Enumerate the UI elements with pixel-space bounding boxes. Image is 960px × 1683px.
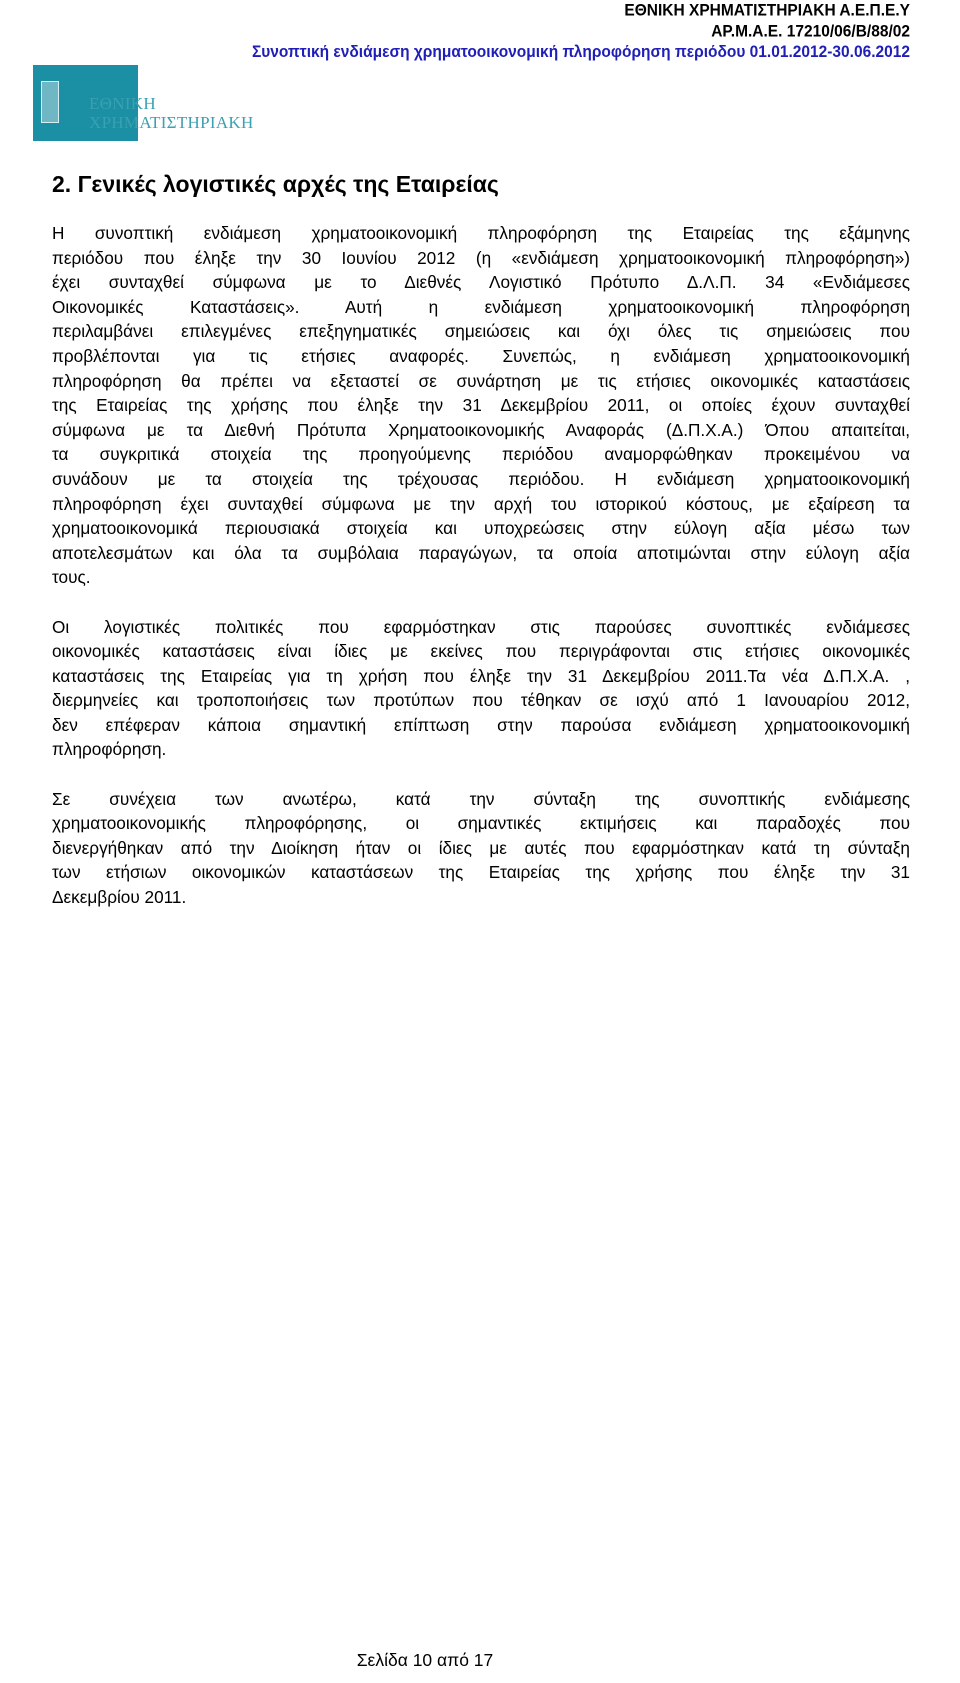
text-line: σύμφωνα με τα Διεθνή Πρότυπα Χρηματοοικονομικής Αναφοράς (Δ.Π.Χ.Α.) Όπου απαιτείται, [52, 419, 910, 440]
text-line: αποτελεσμάτων και όλα τα συμβόλαια παραγώγων, τα οποία αποτιμώνται στην εύλογη αξία [52, 542, 910, 563]
paragraph [52, 615, 910, 763]
text-line: δεν επέφεραν κάποια σημαντική επίπτωση στην παρούσα ενδιάμεση χρηματοοικονομική [52, 714, 910, 735]
text-line: χρηματοοικονομικά περιουσιακά στοιχεία και υποχρεώσεις στην εύλογη αξία μέσω των [52, 518, 910, 539]
text-line: πληροφόρηση. [52, 739, 167, 760]
paragraph [52, 221, 910, 590]
text-line: πληροφόρηση έχει συνταχθεί σύμφωνα με την αρχή του ιστορικού κόστους, με εξαίρεση τα [52, 493, 910, 514]
text-line: Σε συνέχεια των ανωτέρω, κατά την σύνταξη της συνοπτικής ενδιάμεσης [52, 788, 910, 809]
text-line: Οι λογιστικές πολιτικές που εφαρμόστηκαν στις παρούσες συνοπτικές ενδιάμεσες [52, 616, 910, 637]
document-body [52, 221, 910, 934]
company-name: ΕΘΝΙΚΗ ΧΡΗΜΑΤΙΣΤΗΡΙΑΚΗ Α.Ε.Π.Ε.Υ [624, 1, 910, 20]
text-line: των ετήσιων οικονομικών καταστάσεων της Εταιρείας της χρήσης που έληξε την 31 [52, 862, 910, 883]
text-line: διενεργήθηκαν από την Διοίκηση ήταν οι ίδιες με αυτές που εφαρμόστηκαν κατά τη σύνταξη [52, 837, 910, 858]
logo-text [56, 94, 254, 132]
logo-line-2: ΧΡΗΜΑΤΙΣΤΗΡΙΑΚΗ [89, 113, 254, 132]
text-line: Η συνοπτική ενδιάμεση χρηματοοικονομική πληροφόρηση της Εταιρείας της εξάμηνης [52, 223, 910, 243]
text-line: περιλαμβάνει επιλεγμένες επεξηγηματικές σημειώσεις και όχι όλες τις σημειώσεις που [52, 321, 910, 342]
text-line: χρηματοοικονομικής πληροφόρησης, οι σημαντικές εκτιμήσεις και παραδοχές που [52, 813, 910, 834]
paragraph [52, 787, 910, 910]
text-line: τους. [52, 567, 91, 588]
text-line: έχει συνταχθεί σύμφωνα με το Διεθνές Λογιστικό Πρότυπο Δ.Λ.Π. 34 «Ενδιάμεσες [52, 272, 910, 293]
registration-number: ΑΡ.Μ.Α.Ε. 17210/06/Β/88/02 [711, 22, 910, 41]
text-line: καταστάσεις της Εταιρείας για τη χρήση που έληξε την 31 Δεκεμβρίου 2011.Τα νέα Δ.Π.Χ.Α. , [52, 665, 910, 686]
text-line: Δεκεμβρίου 2011. [52, 887, 187, 908]
text-line: συνάδουν με τα στοιχεία της τρέχουσας περιόδου. Η ενδιάμεση χρηματοοικονομική [52, 468, 910, 489]
text-line: τα συγκριτικά στοιχεία της προηγούμενης περιόδου αναμορφώθηκαν προκειμένου να [52, 444, 910, 465]
section-title: 2. Γενικές λογιστικές αρχές της Εταιρείας [52, 171, 499, 197]
text-line: προβλέπονται για τις ετήσιες αναφορές. Συνεπώς, η ενδιάμεση χρηματοοικονομική [52, 345, 910, 366]
text-line: πληροφόρηση θα πρέπει να εξεταστεί σε συνάρτηση με τις ετήσιες οικονομικές καταστάσεις [52, 370, 910, 391]
text-line: Οικονομικές Καταστάσεις». Αυτή η ενδιάμεση χρηματοοικονομική πληροφόρηση [52, 296, 910, 317]
page-header [252, 0, 910, 63]
logo-line-1: ΕΘΝΙΚΗ [89, 94, 156, 113]
page-number: Σελίδα 10 από 17 [356, 1650, 494, 1670]
text-line: της Εταιρείας της χρήσης που έληξε την 31 Δεκεμβρίου 2011, οι οποίες έχουν συνταχθεί [52, 395, 910, 416]
text-line: διερμηνείες και τροποποιήσεις των προτύπων που τέθηκαν σε ισχύ από 1 Ιανουαρίου 2012, [52, 690, 910, 711]
text-line: οικονομικές καταστάσεις είναι ίδιες με εκείνες που περιγράφονται στις ετήσιες οικονομικές [52, 641, 910, 662]
text-line: περιόδου που έληξε την 30 Ιουνίου 2012 (η «ενδιάμεση χρηματοοικονομική πληροφόρηση») [52, 247, 910, 268]
report-title: Συνοπτική ενδιάμεση χρηματοοικονομική πληροφόρηση περιόδου 01.01.2012-30.06.2012 [251, 42, 910, 62]
